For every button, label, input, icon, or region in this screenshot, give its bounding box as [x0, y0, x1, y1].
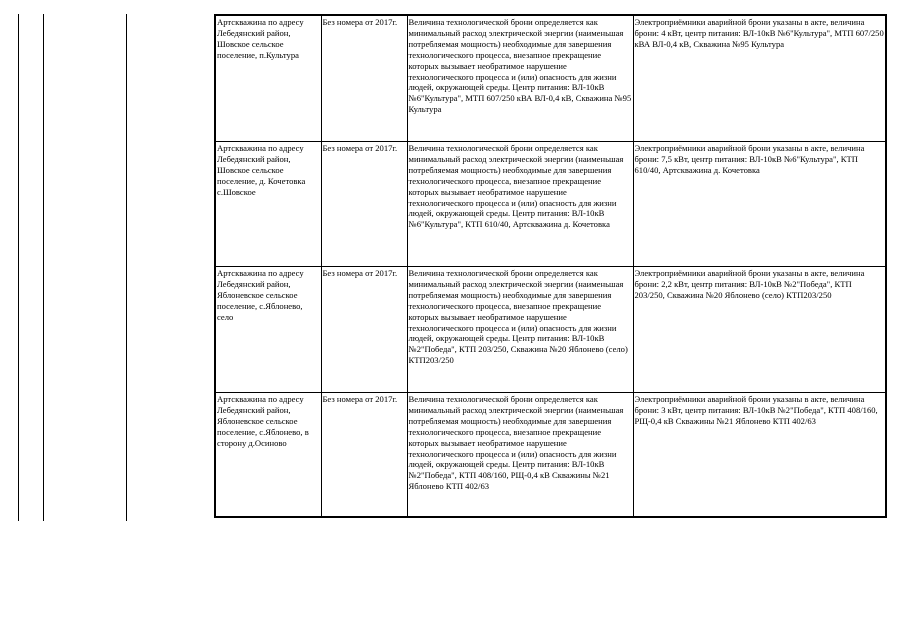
table-row — [215, 393, 886, 518]
table-row — [215, 15, 886, 142]
justification-cell: Величина технологической брони определяется как минимальный расход электрической энергии (наименьшая потребляемая мощность) необходимые для завершения технологического процесса, внезапное прекращение которых вызывает необратимое нарушение технологического процесса и (или) опасность для жизни людей, окружающей среды. Центр питания: ВЛ-10кВ №2"Победа", КТП 408/160, РЩ-0,4 кВ Скважины №21 Яблонево КТП 402/63 — [407, 393, 633, 518]
justification-cell: Величина технологической брони определяется как минимальный расход электрической энергии (наименьшая потребляемая мощность) необходимые для завершения технологического процесса, внезапное прекращение которых вызывает необратимое нарушение технологического процесса и (или) опасность для жизни людей, окружающей среды. Центр питания: ВЛ-10кВ №6"Культура", МТП 607/250 кВА ВЛ-0,4 кВ, Скважина №95 Культура — [407, 15, 633, 142]
object-cell: Артскважина по адресу Лебедянский район, Шовское сельское поселение, п.Культура — [215, 15, 321, 142]
object-cell: Артскважина по адресу Лебедянский район, Шовское сельское поселение, д. Кочетовка с.Шовское — [215, 142, 321, 267]
left-column-border-1 — [18, 14, 19, 521]
justification-cell: Величина технологической брони определяется как минимальный расход электрической энергии (наименьшая потребляемая мощность) необходимые для завершения технологического процесса, внезапное прекращение которых вызывает необратимое нарушение технологического процесса и (или) опасность для жизни людей, окружающей среды. Центр питания: ВЛ-10кВ №2"Победа", КТП 203/250, Скважина №20 Яблонево (село) КТП203/250 — [407, 267, 633, 393]
document-cell: Без номера от 2017г. — [321, 142, 407, 267]
justification-cell: Величина технологической брони определяется как минимальный расход электрической энергии (наименьшая потребляемая мощность) необходимые для завершения технологического процесса, внезапное прекращение которых вызывает необратимое нарушение технологического процесса и (или) опасность для жизни людей, окружающей среды. Центр питания: ВЛ-10кВ №6"Культура", КТП 610/40, Артскважина д. Кочетовка — [407, 142, 633, 267]
document-cell: Без номера от 2017г. — [321, 393, 407, 518]
note-cell: Электроприёмники аварийной брони указаны в акте, величина брони: 4 кВт, центр питания: ВЛ-10кВ №6"Культура", МТП 607/250 кВА ВЛ-0,4 кВ, Скважина №95 Культура — [633, 15, 886, 142]
note-cell: Электроприёмники аварийной брони указаны в акте, величина брони: 3 кВт, центр питания: ВЛ-10кВ №2"Победа", КТП 408/160, РЩ-0,4 кВ Скважины №21 Яблонево КТП 402/63 — [633, 393, 886, 518]
left-column-border-3 — [126, 14, 127, 521]
object-cell: Артскважина по адресу Лебедянский район, Яблоневское сельское поселение, с.Яблонево, село — [215, 267, 321, 393]
note-cell: Электроприёмники аварийной брони указаны в акте, величина брони: 7,5 кВт, центр питания: ВЛ-10кВ №6"Культура", КТП 610/40, Артскважина д. Кочетовка — [633, 142, 886, 267]
left-column-border-2 — [43, 14, 44, 521]
object-cell: Артскважина по адресу Лебедянский район, Яблоневское сельское поселение, с.Яблонево, в сторону д.Осиново — [215, 393, 321, 518]
table-row — [215, 267, 886, 393]
table-row — [215, 142, 886, 267]
document-cell: Без номера от 2017г. — [321, 15, 407, 142]
document-cell: Без номера от 2017г. — [321, 267, 407, 393]
reservation-table — [214, 14, 887, 518]
note-cell: Электроприёмники аварийной брони указаны в акте, величина брони: 2,2 кВт, центр питания: ВЛ-10кВ №2"Победа", КТП 203/250, Скважина №20 Яблонево (село) КТП203/250 — [633, 267, 886, 393]
